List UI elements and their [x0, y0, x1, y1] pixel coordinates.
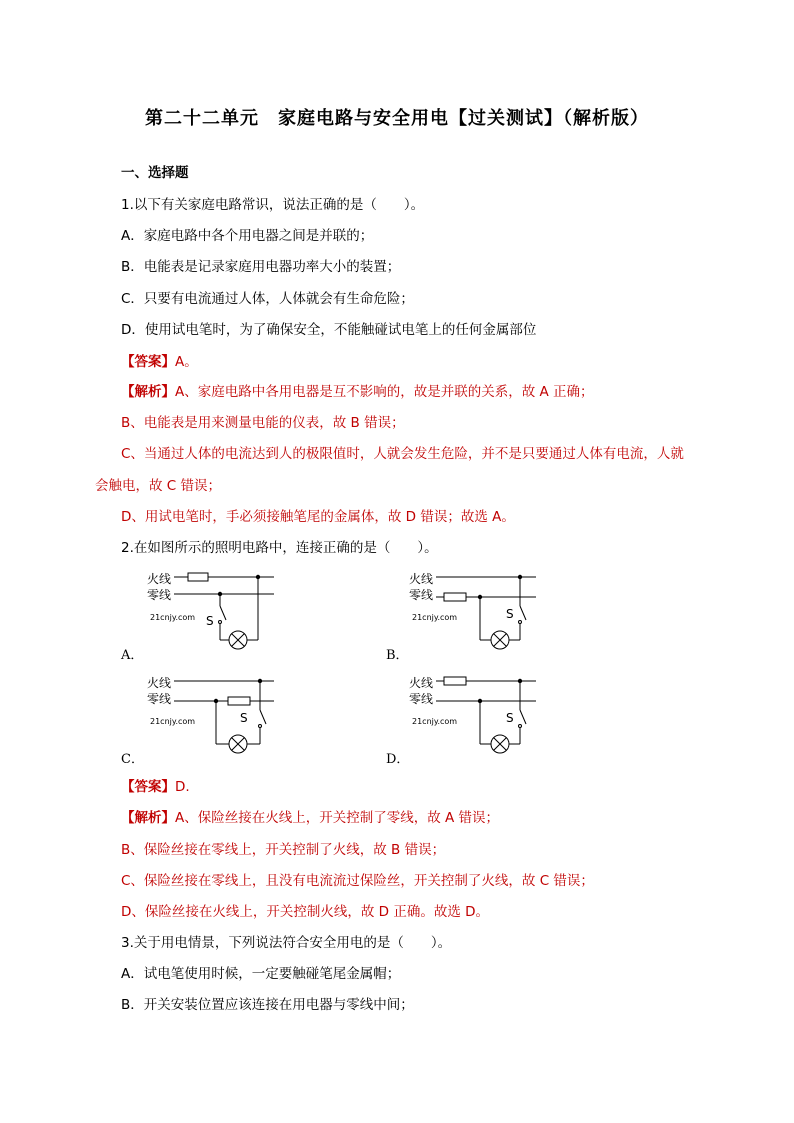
watermark: 21cnjy.com — [412, 717, 458, 726]
q1-option-c: C．只要有电流通过人体，人体就会有生命危险； — [121, 291, 414, 307]
q1-analysis-line-3: C、当通过人体的电流达到人的极限值时，人就会发生危险，并不是只要通过人体有电流，人就 — [121, 446, 684, 462]
live-wire-label: 火线 — [147, 572, 172, 586]
neutral-wire-label: 零线 — [147, 588, 172, 602]
switch-label: S — [206, 614, 214, 628]
switch-label: S — [506, 607, 514, 621]
circuit-option-c-label: C． — [121, 752, 144, 767]
answer-tag: 【答案】 — [121, 354, 175, 370]
page-title: 第二十二单元 家庭电路与安全用电【过关测试】（解析版） — [145, 108, 649, 129]
q1-stem: 1.以下有关家庭电路常识，说法正确的是（ ）。 — [121, 197, 425, 213]
watermark: 21cnjy.com — [150, 717, 196, 726]
neutral-wire-label: 零线 — [409, 588, 434, 602]
q1-analysis-line-5: D、用试电笔时，手必须接触笔尾的金属体，故 D 错误；故选 A。 — [121, 509, 515, 525]
q1-answer — [121, 353, 198, 371]
circuit-diagram-d — [402, 670, 552, 766]
analysis-text: A、保险丝接在火线上，开关控制了零线，故 A 错误； — [175, 810, 500, 826]
live-wire-label: 火线 — [147, 676, 172, 690]
q2-stem: 2.在如图所示的照明电路中，连接正确的是（ ）。 — [121, 540, 438, 556]
answer-tag: 【答案】 — [121, 779, 175, 795]
watermark: 21cnjy.com — [412, 613, 458, 622]
q2-answer — [121, 778, 190, 796]
q2-analysis-line-4: D、保险丝接在火线上，开关控制火线，故 D 正确。故选 D。 — [121, 904, 490, 920]
circuit-option-a-label: A． — [121, 648, 144, 663]
section-heading: 一、选择题 — [121, 165, 189, 181]
q1-analysis-line-4: 会触电，故 C 错误； — [95, 478, 222, 494]
analysis-tag: 【解析】 — [121, 810, 175, 826]
switch-icon — [220, 606, 226, 620]
switch-icon — [520, 606, 526, 620]
switch-icon — [260, 710, 266, 724]
q1-analysis-line-2: B、电能表是用来测量电能的仪表，故 B 错误； — [121, 415, 405, 431]
q3-option-b: B．开关安装位置应该连接在用电器与零线中间； — [121, 997, 414, 1013]
q3-stem: 3.关于用电情景，下列说法符合安全用电的是（ ）。 — [121, 935, 452, 951]
switch-label: S — [506, 711, 514, 725]
circuit-diagram-c — [140, 670, 290, 766]
switch-label: S — [240, 711, 248, 725]
analysis-tag: 【解析】 — [121, 384, 175, 400]
circuit-option-b-label: B． — [386, 648, 409, 663]
neutral-wire-label: 零线 — [409, 692, 434, 706]
q1-option-b: B．电能表是记录家庭用电器功率大小的装置； — [121, 259, 401, 275]
fuse-icon — [444, 677, 466, 685]
neutral-wire-label: 零线 — [147, 692, 172, 706]
q1-option-d: D．使用试电笔时，为了确保安全，不能触碰试电笔上的任何金属部位 — [121, 322, 537, 338]
q2-analysis-line-2: B、保险丝接在零线上，开关控制了火线，故 B 错误； — [121, 842, 446, 858]
q3-option-a: A．试电笔使用时候，一定要触碰笔尾金属帽； — [121, 966, 401, 982]
fuse-icon — [188, 573, 208, 581]
fuse-icon — [228, 697, 250, 705]
circuit-diagram-a — [140, 566, 290, 662]
circuit-diagram-b — [402, 566, 552, 662]
q1-analysis-line-1 — [121, 383, 594, 401]
q1-option-a: A．家庭电路中各个用电器之间是并联的； — [121, 228, 374, 244]
q2-analysis-line-3: C、保险丝接在零线上，且没有电流流过保险丝，开关控制了火线，故 C 错误； — [121, 873, 594, 889]
answer-value: A。 — [175, 354, 198, 370]
analysis-text: A、家庭电路中各用电器是互不影响的，故是并联的关系，故 A 正确； — [175, 384, 594, 400]
switch-icon — [520, 710, 526, 724]
circuit-option-d-label: D． — [386, 752, 410, 767]
fuse-icon — [444, 593, 466, 601]
live-wire-label: 火线 — [409, 676, 434, 690]
watermark: 21cnjy.com — [150, 613, 196, 622]
answer-value: D. — [175, 779, 190, 795]
q2-analysis-line-1 — [121, 809, 499, 827]
live-wire-label: 火线 — [409, 572, 434, 586]
